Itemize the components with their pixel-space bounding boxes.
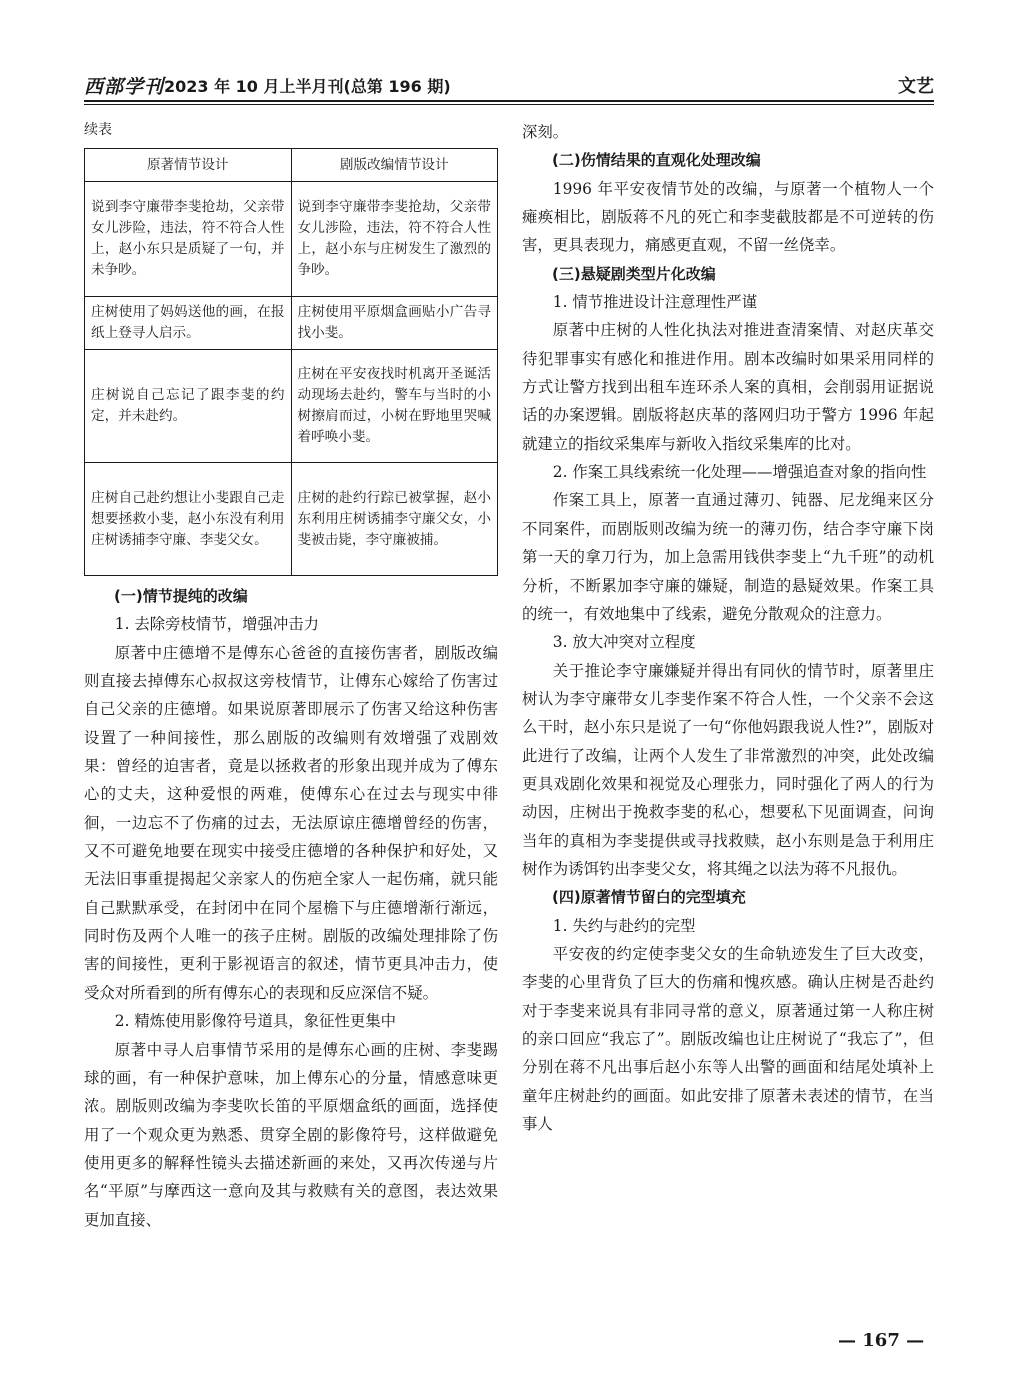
subsection-heading: 1. 去除旁枝情节，增强冲击力 [114, 615, 320, 634]
running-header [84, 70, 934, 98]
body-paragraph: 1996 年平安夜情节处的改编，与原著一个植物人一个瘫痪相比，剧版蒋不凡的死亡和李斐截肢都是不可逆转的伤害，更具表现力，痛感更直观，不留一丝侥幸。 [522, 179, 934, 255]
section-heading: (一)情节提纯的改编 [114, 587, 248, 605]
table-row [85, 182, 498, 297]
section-name: 文艺 [898, 76, 934, 97]
body-paragraph: 作案工具上，原著一直通过薄刃、钝器、尼龙绳来区分不同案件，而剧版则改编为统一的薄刃伤，结合李守廉下岗第一天的拿刀行为，加上急需用钱供李斐上“九千班”的动机分析，不断累加李守廉的嫌疑，制造的悬疑效果。作案工具的统一，有效地集中了线索，避免分散观众的注意力。 [522, 491, 934, 623]
table-cell: 庄树使用了妈妈送他的画，在报纸上登寻人启示。 [85, 297, 292, 350]
table-row [85, 297, 498, 350]
table-row [85, 463, 498, 576]
body-paragraph: 原著中庄德增不是傅东心爸爸的直接伤害者，剧版改编则直接去掉傅东心叔叔这旁枝情节，让傅东心嫁给了伤害过自己父亲的庄德增。如果说原著即展示了伤害又给这种伤害设置了一种间接性，那么剧版的改编则有效增强了戏剧效果：曾经的迫害者，竟是以拯救者的形象出现并成为了傅东心的丈夫，这种爱恨的两难，使傅东心在过去与现实中徘徊，一边忘不了伤痛的过去，无法原谅庄德增曾经的伤害，又不可避免地要在现实中接受庄德增的各种保护和好处，又无法旧事重提揭起父亲家人的伤疤全家人一起伤痛，就只能自己默默承受，在封闭中在同个屋檐下与庄德增渐行渐远，同时伤及两个人唯一的孩子庄树。剧版的改编处理排除了伤害的间接性，更利于影视语言的叙述，情节更具冲击力，使受众对所看到的所有傅东心的表现和反应深信不疑。 [84, 643, 498, 1002]
table-header-row [85, 149, 498, 182]
page-number: — 167 — [838, 1330, 925, 1351]
table-cell: 庄树的赴约行踪已被掌握，赵小东利用庄树诱捕李守廉父女，小斐被击毙，李守廉被捕。 [291, 463, 498, 576]
section-heading: (四)原著情节留白的完型填充 [552, 888, 746, 907]
table-cell: 庄树在平安夜找时机离开圣诞活动现场去赴约，警车与当时的小树擦肩而过，小树在野地里哭喊着呼唤小斐。 [291, 350, 498, 463]
comparison-table [84, 148, 498, 576]
table-cell: 庄树自己赴约想让小斐跟自己走想要拯救小斐，赵小东没有利用庄树诱捕李守廉、李斐父女。 [85, 463, 292, 576]
subsection-heading: 1. 失约与赴约的完型 [552, 916, 696, 935]
body-paragraph: 关于推论李守廉嫌疑并得出有同伙的情节时，原著里庄树认为李守廉带女儿李斐作案不符合人性，一个父亲不会这么干时，赵小东只是说了一句“你他妈跟我说人性?”，剧版对此进行了改编，让两个人发生了非常激烈的冲突，此处改编更具戏剧化效果和视觉及心理张力，同时强化了两人的行为动因，庄树出于挽救李斐的私心，想要私下见面调查，问询当年的真相为李斐提供或寻找救赎，赵小东则是急于利用庄树作为诱饵钓出李斐父女，将其绳之以法为蒋不凡报仇。 [522, 661, 934, 878]
body-paragraph: 原著中庄树的人性化执法对推进查清案情、对赵庆革交待犯罪事实有感化和推进作用。剧本改编时如果采用同样的方式让警方找到出租车连环杀人案的真相，会削弱用证据说话的办案逻辑。剧版将赵庆革的落网归功于警方 1996 年起就建立的指纹采集库与新收入指纹采集库的比对。 [522, 321, 934, 453]
subsection-heading: 3. 放大冲突对立程度 [552, 633, 696, 652]
subsection-heading: 2. 精炼使用影像符号道具，象征性更集中 [114, 1012, 397, 1031]
table-header-original: 原著情节设计 [85, 149, 292, 182]
section-heading: (二)伤情结果的直观化处理改编 [552, 151, 761, 170]
table-row [85, 350, 498, 463]
body-paragraph-continued: 深刻。 [522, 123, 569, 141]
body-paragraph: 平安夜的约定使李斐父女的生命轨迹发生了巨大改变，李斐的心里背负了巨大的伤痛和愧疚感。确认庄树是否赴约对于李斐来说具有非同寻常的意义，原著通过第一人称庄树的亲口回应“我忘了”。剧版改编也让庄树说了“我忘了”，但分别在蒋不凡出事后赵小东等人出警的画面和结尾处填补上童年庄树赴约的画面。如此安排了原著未表述的情节，在当事人 [522, 944, 934, 1134]
subsection-heading: 1. 情节推进设计注意理性严谨 [552, 293, 758, 312]
right-column [522, 118, 934, 1138]
table-header-adapted: 剧版改编情节设计 [291, 149, 498, 182]
table-cell: 庄树说自己忘记了跟李斐的约定，并未赴约。 [85, 350, 292, 463]
table-continued-label: 续表 [84, 122, 112, 138]
issue-info: 2023 年 10 月上半月刊(总第 196 期) [164, 77, 451, 96]
header-rule [84, 100, 934, 102]
header-rule-thin [84, 104, 934, 105]
body-paragraph: 原著中寻人启事情节采用的是傅东心画的庄树、李斐踢球的画，有一种保护意味，加上傅东心的分量，情感意味更浓。剧版则改编为李斐吹长笛的平原烟盒纸的画面，选择使用了一个观众更为熟悉、贯穿全剧的影像符号，这样做避免使用更多的解释性镜头去描述新画的来处，又再次传递与片名“平原”与摩西这一意向及其与救赎有关的意图，表达效果更加直接、 [84, 1040, 498, 1229]
table-cell: 说到李守廉带李斐抢劫，父亲带女儿涉险，违法，符不符合人性上，赵小东与庄树发生了激烈的争吵。 [291, 182, 498, 297]
table-cell: 庄树使用平原烟盒画贴小广告寻找小斐。 [291, 297, 498, 350]
subsection-heading: 2. 作案工具线索统一化处理——增强追查对象的指向性 [552, 463, 927, 482]
journal-logo: 西部学刊 [84, 76, 165, 98]
left-column [84, 118, 498, 1234]
table-cell: 说到李守廉带李斐抢劫，父亲带女儿涉险，违法，符不符合人性上，赵小东只是质疑了一句，并未争吵。 [85, 182, 292, 297]
section-heading: (三)悬疑剧类型片化改编 [552, 264, 716, 283]
